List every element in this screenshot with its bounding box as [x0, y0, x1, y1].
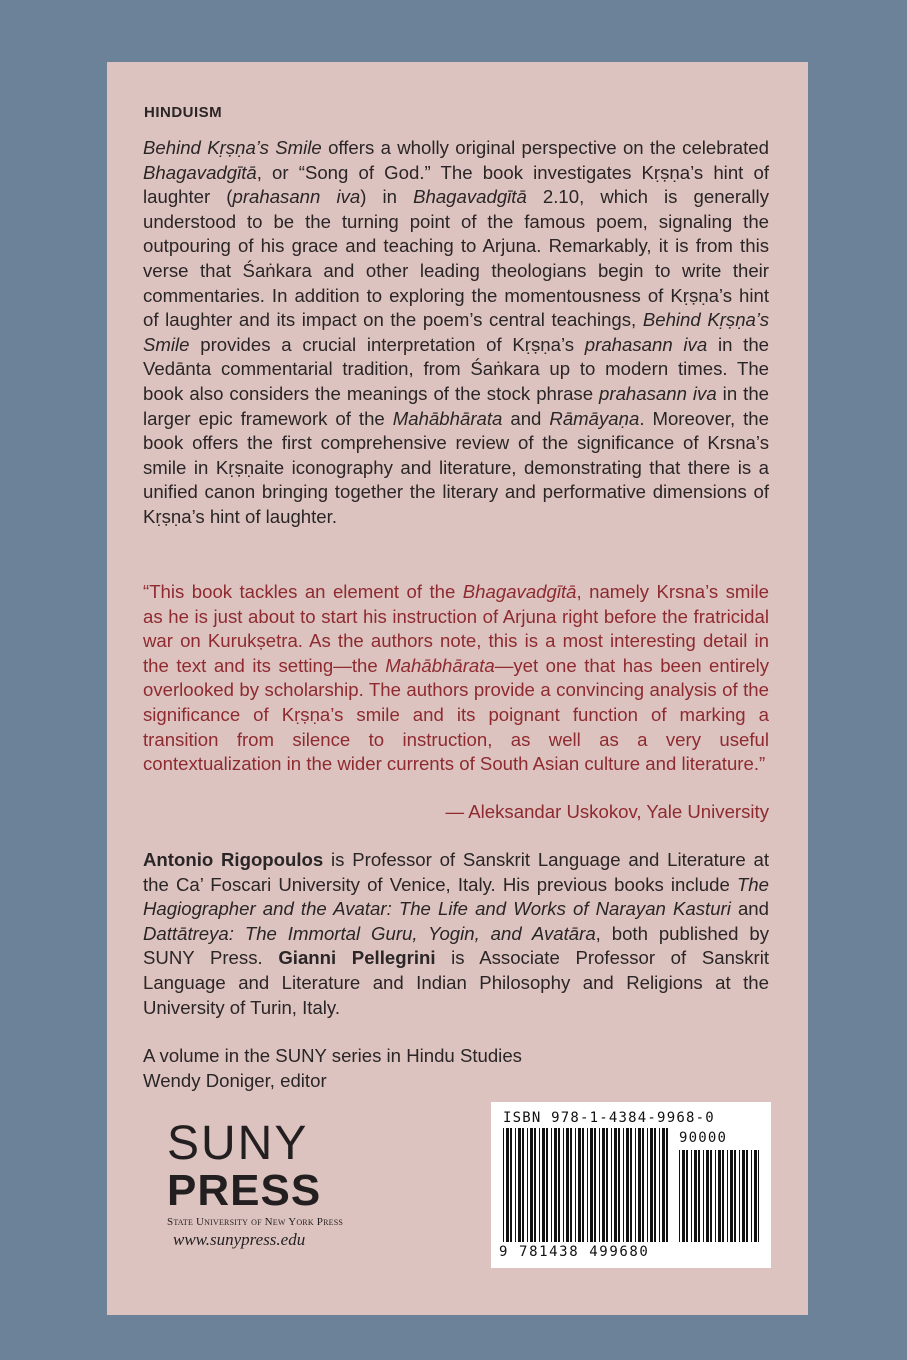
book-description: Behind Kṛṣṇa’s Smile offers a wholly original perspective on the celebrated Bhagavadgītā, or “Song of God.” The book investigates Kṛṣṇa’s hint of laughter (prahasann iva) in Bhagavadgītā 2.10, which is generally understood to be the turning point of the famous poem, signaling the outpouring of his grace and teaching to Arjuna. Remarkably, it is from this verse that Śaṅkara and other leading theologians begin to write their commentaries. In addition to exploring the momentousness of Kṛṣṇa’s hint of laughter and its impact on the poem’s central teachings, Behind Kṛṣṇa’s Smile provides a crucial interpretation of Kṛṣṇa’s prahasann iva in the Vedānta commentarial tradition, from Śaṅkara up to modern times. The book also considers the meanings of the stock phrase prahasann iva in the larger epic framework of the Mahābhārata and Rāmāyaṇa. Moreover, the book offers the first comprehensive review of the significance of Krsna’s smile in Kṛṣṇaite iconography and literature, demonstrating that there is a unified canon bringing together the literary and performative dimensions of Kṛṣṇa’s hint of laughter.: [143, 137, 770, 527]
logo-suny-text: SUNY: [167, 1117, 309, 1170]
publisher-logo: [167, 1117, 367, 1250]
isbn-barcode: [491, 1102, 771, 1268]
price-code: 90000: [679, 1130, 728, 1146]
logo-press-text: PRESS: [167, 1166, 322, 1215]
category-label: HINDUISM: [144, 104, 223, 121]
publisher-full-name: State University of New York Press: [167, 1216, 344, 1228]
ean-digits: 9 781438 499680: [499, 1244, 650, 1260]
isbn-label: ISBN 978-1-4384-9968-0: [503, 1110, 715, 1126]
author-bio: Antonio Rigopoulos is Professor of Sanskrit Language and Literature at the Ca’ Foscari University of Venice, Italy. His previous books include The Hagiographer and the Avatar: The Life and Works of Narayan Kasturi and Dattātreya: The Immortal Guru, Yogin, and Avatāra, both published by SUNY Press. Gianni Pellegrini is Associate Professor of Sanskrit Language and Literature and Indian Philosophy and Religions at the University of Turin, Italy.: [143, 849, 769, 1018]
series-line: A volume in the SUNY series in Hindu Studies: [143, 1045, 522, 1066]
quote-attribution: — Aleksandar Uskokov, Yale University: [445, 801, 769, 822]
back-cover: [107, 62, 808, 1315]
series-info: [143, 1044, 643, 1093]
endorsement-quote: “This book tackles an element of the Bhagavadgītā, namely Krsna’s smile as he is just about to start his instruction of Arjuna right before the fratricidal war on Kurukṣetra. As the authors note, this is a most interesting detail in the text and its setting—the Mahābhārata—yet one that has been entirely overlooked by scholarship. The authors provide a convincing analysis of the significance of Kṛṣṇa’s smile and its poignant function of marking a transition from silence to instruction, as well as a very useful contextualization in the wider currents of South Asian culture and literature.”: [143, 581, 769, 775]
editor-line: Wendy Doniger, editor: [143, 1069, 327, 1091]
publisher-url: www.sunypress.edu: [173, 1230, 306, 1249]
